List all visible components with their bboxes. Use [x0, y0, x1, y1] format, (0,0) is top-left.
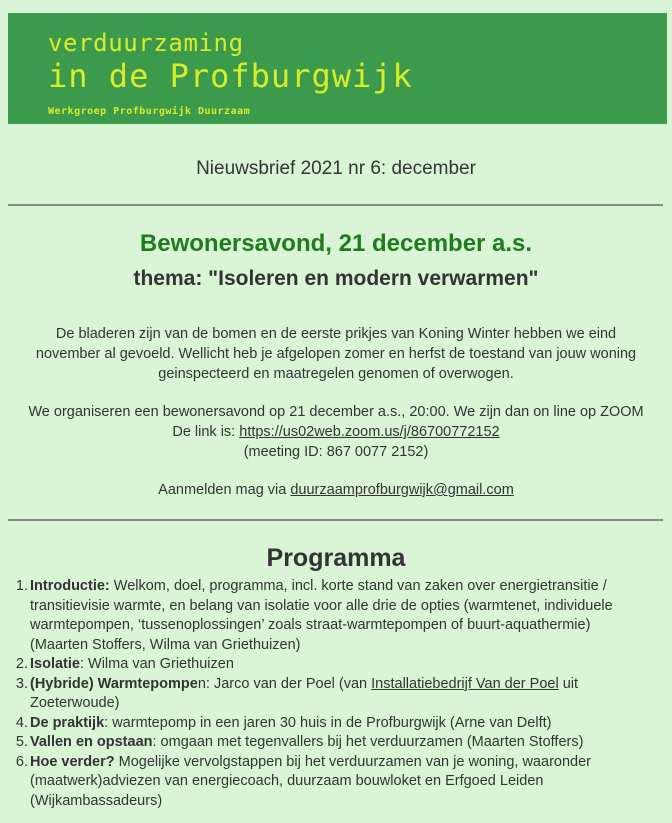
list-item [15, 733, 660, 753]
list-number: 6. [15, 753, 28, 770]
intro-line: geinspecteerd en maatregelen genomen of overwogen. [158, 366, 514, 382]
newsletter-issue: Nieuwsbrief 2021 nr 6: december [196, 158, 476, 179]
programma-list [15, 577, 660, 811]
list-item [15, 753, 660, 812]
intro-line: De bladeren zijn van de bomen en de eerste prikjes van Koning Winter hebben we eind [55, 326, 617, 342]
item-text: transitievisie warmte, en belang van isolatie voor alle drie de opties (warmtenet, individuele [30, 597, 613, 614]
intro-line: november al gevoeld. Wellicht heb je afgelopen zomer en herfst de toestand van jouw woning [35, 346, 637, 362]
item-heading: Isolatie [30, 656, 80, 672]
item-text: uit [558, 675, 579, 692]
zoom-line: We organiseren een bewonersavond op 21 december a.s., 20:00. We zijn dan on line op ZOOM [28, 404, 644, 420]
item-text: n: Jarco van der Poel (van [197, 675, 372, 692]
item-text: : warmtepomp in een jaren 30 huis in de Profburgwijk (Arne van Delft) [104, 714, 552, 731]
list-item [15, 714, 660, 734]
banner-title-line1: verduurzaming [48, 29, 244, 57]
item-text: : Wilma van Griethuizen [79, 656, 234, 672]
intro-paragraph [0, 324, 672, 384]
list-number: 2. [15, 656, 28, 672]
programma-title: Programma [266, 544, 406, 572]
zoom-link[interactable]: https://us02web.zoom.us/j/86700772152 [239, 424, 500, 440]
list-number: 4. [15, 714, 28, 731]
item-text: Mogelijke vervolgstappen bij het verduurzamen van je woning, waaronder [114, 753, 591, 770]
zoom-paragraph [0, 402, 672, 462]
meeting-id: (meeting ID: 867 0077 2152) [243, 444, 429, 460]
divider [8, 519, 663, 521]
item-text: Welkom, doel, programma, incl. korte stand van zaken over energietransitie / [109, 578, 607, 594]
zoom-link-prefix: De link is: [172, 424, 240, 440]
event-title: Bewonersavond, 21 december a.s. [139, 230, 533, 257]
item-heading: Introductie: [30, 578, 110, 594]
list-number: 3. [15, 675, 28, 692]
item-heading: De praktijk [30, 714, 105, 731]
signup-email-link[interactable]: duurzaamprofburgwijk@gmail.com [290, 482, 514, 498]
item-text: (Maarten Stoffers, Wilma van Griethuizen) [30, 636, 301, 653]
item-heading: Hoe verder? [30, 753, 115, 770]
list-item [15, 675, 660, 714]
item-text: (maatwerk)adviezen van energiecoach, duurzaam bouwloket en Erfgoed Leiden [30, 773, 544, 789]
item-text: warmtepompen, ‘tussenoplossingen’ zoals straat-warmtepompen of buurt-aquathermie) [30, 617, 591, 633]
list-number: 5. [15, 734, 28, 750]
list-number: 1. [15, 578, 28, 594]
installer-link[interactable]: Installatiebedrijf Van der Poel [371, 675, 559, 692]
item-heading: (Hybride) Warmtepompe [30, 675, 198, 692]
item-text: : omgaan met tegenvallers bij het verduurzamen (Maarten Stoffers) [152, 734, 584, 750]
item-text: (Wijkambassadeurs) [30, 792, 163, 809]
banner-title-line2: in de Profburgwijk [48, 57, 413, 95]
signup-line [0, 480, 672, 500]
list-item [15, 655, 660, 675]
list-item [15, 577, 660, 655]
header-banner [8, 13, 667, 124]
divider [8, 204, 663, 206]
banner-subtitle: Werkgroep Profburgwijk Duurzaam [48, 106, 251, 117]
event-subtitle: thema: "Isoleren en modern verwarmen" [133, 267, 539, 290]
zoom-link-line [0, 422, 672, 442]
item-heading: Vallen en opstaan [30, 734, 153, 750]
signup-prefix: Aanmelden mag via [158, 482, 291, 498]
item-text: Zoeterwoude) [30, 695, 120, 711]
